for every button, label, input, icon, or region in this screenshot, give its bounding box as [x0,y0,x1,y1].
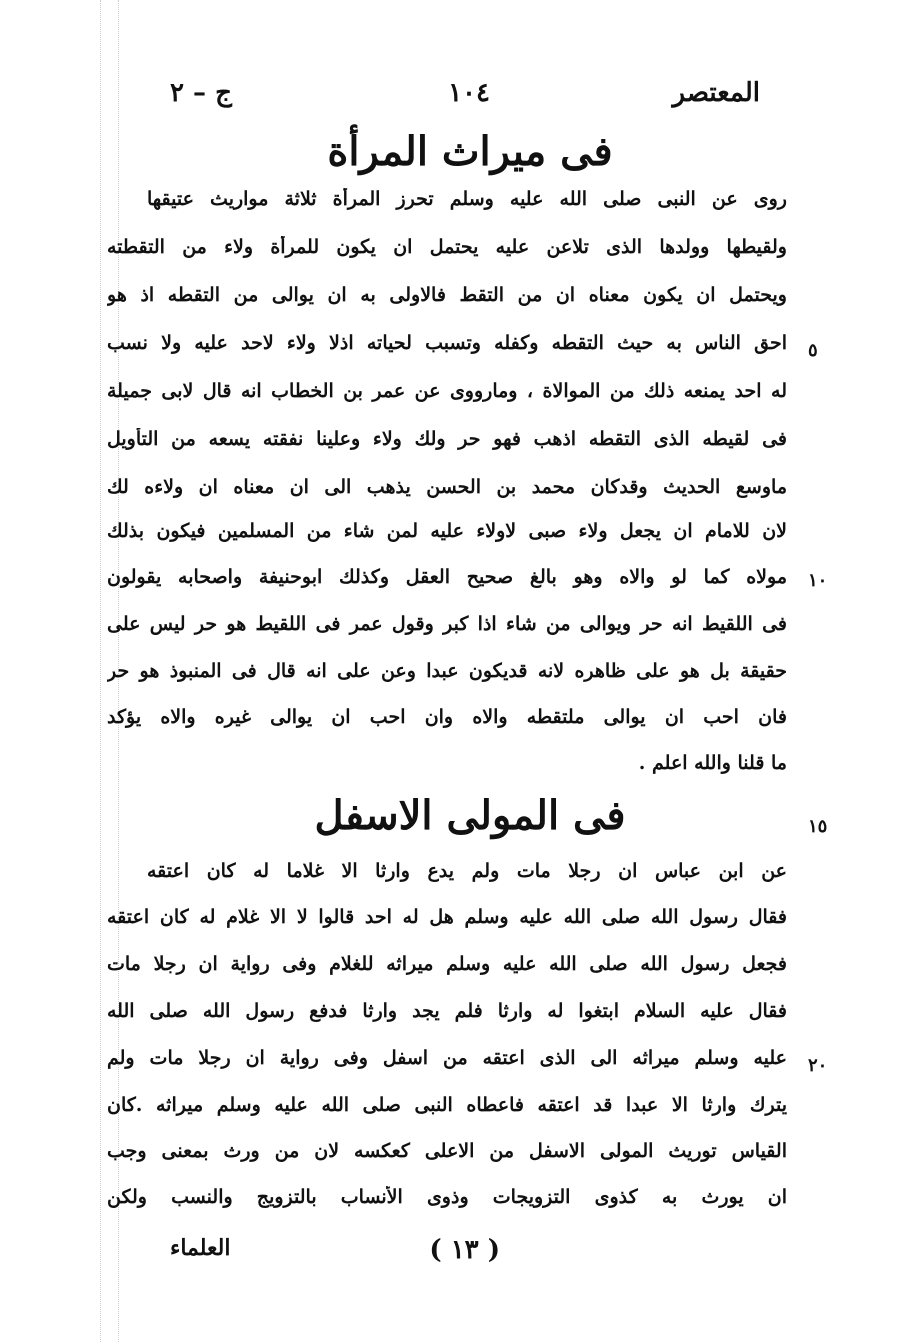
page-header [150,78,760,118]
text-line: القياس توريث المولى الاسفل من الاعلى كعكسه لان من ورث بمعنى وجب [107,1140,787,1162]
text-line: احق الناس به حيث التقطه وكفله وتسبب لحياته اذلا ولاء لاحد عليه ولا نسب [107,332,787,354]
text-line: روى عن النبى صلى الله عليه وسلم تحرز المرأة ثلاثة مواريث عتيقها [147,188,787,210]
scan-artifact-line [100,0,101,1342]
line-number-5: ٥ [808,340,818,361]
section-title-lower-mawla: فى المولى الاسفل [314,792,626,839]
text-line: فقال عليه السلام ابتغوا له وارثا فلم يجد وارثا فدفع رسول الله صلى الله [107,1000,787,1022]
text-line: فقال رسول الله صلى الله عليه وسلم هل له احد قالوا لا الا غلام له كان اعتقه [107,906,787,928]
line-number-10: ١٠ [808,570,828,591]
line-number-20: ٢٠ [808,1055,828,1076]
text-line: ان يورث به كذوى التزويجات وذوى الأنساب بالتزويج والنسب ولكن [107,1186,787,1208]
text-line: عن ابن عباس ان رجلا مات ولم يدع وارثا الا غلاما له كان اعتقه [147,860,787,882]
text-line: ماوسع الحديث وقدكان محمد بن الحسن يذهب الى ان معناه ان ولاءه لك [107,476,787,498]
book-title: المعتصر [672,78,760,108]
text-line: فجعل رسول الله صلى الله عليه وسلم ميراثه للغلام وفى رواية ان رجلا مات [107,953,787,975]
text-line: ولقيطها وولدها الذى تلاعن عليه يحتمل ان يكون للمرأة ولاء من التقطته [107,236,787,258]
page-number: ١٠٤ [448,78,490,108]
section-title-womans-inheritance: فى ميراث المرأة [327,128,613,175]
line-number-15: ١٥ [808,816,828,837]
footer-signature: العلماء [170,1235,231,1261]
text-line: لان للامام ان يجعل ولاء صبى لاولاء عليه لمن شاء من المسلمين فيكون بذلك [107,520,787,542]
text-line: له احد يمنعه ذلك من الموالاة ، ومارووى عن عمر بن الخطاب انه قال لابى جميلة [107,380,787,402]
text-line: عليه وسلم ميراثه الى الذى اعتقه من اسفل وفى رواية ان رجلا مات ولم [107,1047,787,1069]
text-line: ما قلنا والله اعلم . [638,752,787,774]
text-line: فان احب ان يوالى ملتقطه والاه وان احب ان يوالى غيره والاه يؤكد [107,706,787,728]
text-line: ويحتمل ان يكون معناه ان من التقط فالاولى به ان يوالى من التقطه اذ هو [107,284,787,306]
sheet-number: ( ١٣ ) [429,1235,500,1265]
text-line: يترك وارثا الا عبدا قد اعتقه فاعطاه النبى صلى الله عليه وسلم ميراثه .كان [107,1094,787,1116]
volume-label: ج – ٢ [170,78,232,108]
text-line: فى لقيطه الذى التقطه اذهب فهو حر ولك ولاء وعلينا نفقته يسعه من التأويل [107,428,787,450]
text-line: مولاه كما لو والاه وهو بالغ صحيح العقل وكذلك ابوحنيفة واصحابه يقولون [107,566,787,588]
text-line: حقيقة بل هو على ظاهره لانه قديكون عبدا وعن على انه قال فى المنبوذ هو حر [107,660,787,682]
page-footer [150,1235,760,1275]
text-line: فى اللقيط انه حر ويوالى من شاء اذا كبر وقول عمر فى اللقيط هو حر ليس على [107,613,787,635]
